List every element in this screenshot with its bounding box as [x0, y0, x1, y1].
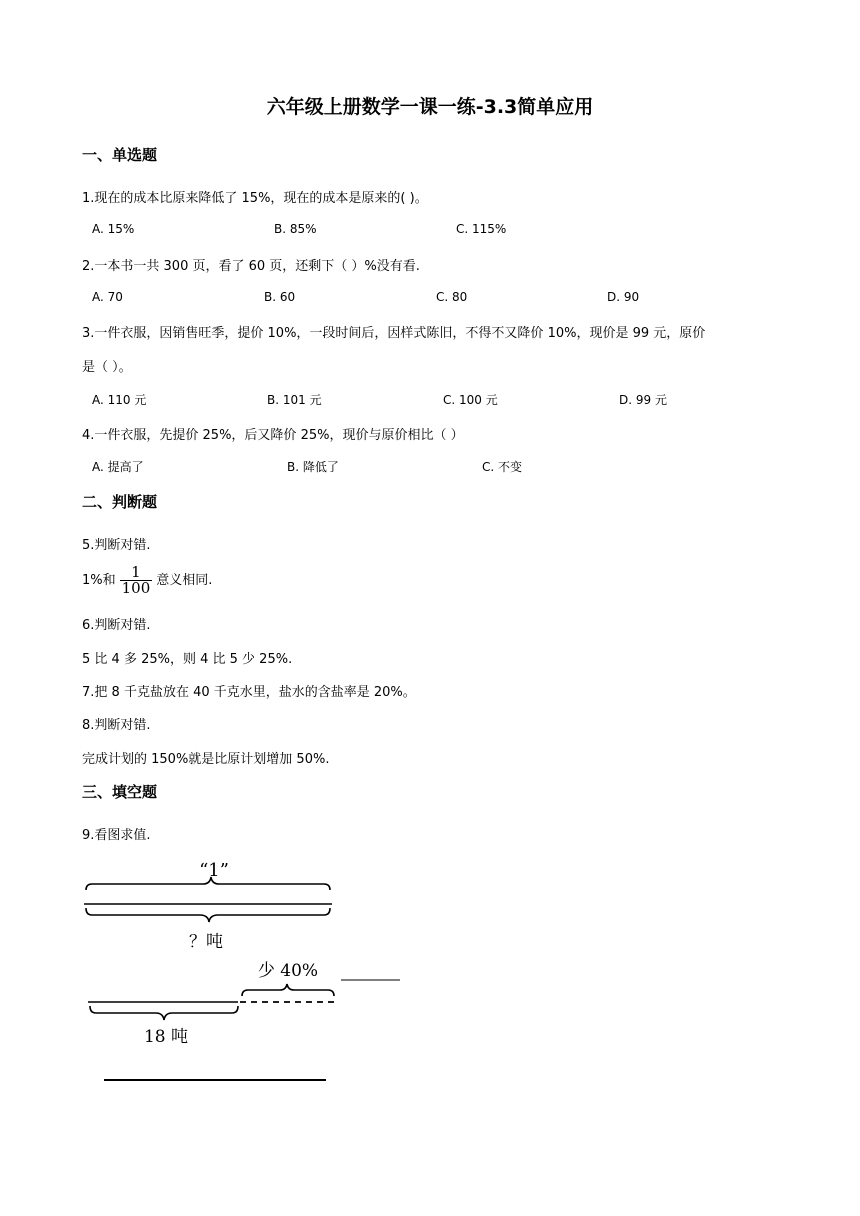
question-1-option-c[interactable]: C. 115% — [456, 222, 507, 236]
question-3-option-d[interactable]: D. 99 元 — [619, 393, 667, 407]
question-2-text: 2.一本书一共 300 页，看了 60 页，还剩下（ ）%没有看. — [82, 259, 420, 274]
question-3-option-c[interactable]: C. 100 元 — [443, 393, 498, 407]
question-3-text-line2: 是（ ）。 — [82, 360, 132, 375]
diagram-unit-label: “1” — [199, 860, 229, 881]
diagram-less-label: 少 40% — [257, 961, 319, 981]
question-6-statement: 5 比 4 多 25%，则 4 比 5 少 25%. — [82, 652, 293, 667]
question-7-statement: 7.把 8 千克盐放在 40 千克水里，盐水的含盐率是 20%。 — [82, 685, 416, 700]
question-1-option-a[interactable]: A. 15% — [92, 222, 135, 236]
question-3-text-line1: 3.一件衣服，因销售旺季，提价 10%，一段时间后，因样式陈旧，不得不又降价 10%，现价是 99 元，原价 — [82, 326, 706, 341]
diagram-known-label: 18 吨 — [143, 1027, 189, 1047]
question-4-text: 4.一件衣服，先提价 25%，后又降价 25%，现价与原价相比（ ） — [82, 428, 464, 443]
question-6-label: 6.判断对错. — [82, 618, 151, 633]
fraction-numerator: 1 — [131, 563, 141, 581]
question-5-suffix: 意义相同. — [156, 573, 213, 588]
question-9-text: 9.看图求值. — [82, 828, 151, 843]
section-heading-true-false: 二、判断题 — [82, 493, 158, 511]
question-8-statement: 完成计划的 150%就是比原计划增加 50%. — [82, 752, 330, 767]
question-4-option-b[interactable]: B. 降低了 — [287, 460, 339, 474]
question-4-option-a[interactable]: A. 提高了 — [92, 460, 144, 474]
question-1-text: 1.现在的成本比原来降低了 15%，现在的成本是原来的( )。 — [82, 191, 428, 206]
diagram-unknown-label: ？吨 — [189, 932, 223, 952]
question-2-option-c[interactable]: C. 80 — [436, 290, 468, 304]
question-3-option-a[interactable]: A. 110 元 — [92, 393, 147, 407]
question-2-option-b[interactable]: B. 60 — [264, 290, 296, 304]
diagram-bottom-brace — [86, 908, 330, 922]
diagram-decrease-brace — [242, 984, 334, 996]
question-3-option-b[interactable]: B. 101 元 — [267, 393, 322, 407]
question-5-prefix: 1%和 — [82, 573, 116, 588]
page-title: 六年级上册数学一课一练-3.3简单应用 — [266, 96, 594, 118]
question-5-label: 5.判断对错. — [82, 538, 151, 553]
question-2-option-a[interactable]: A. 70 — [92, 290, 123, 304]
question-1-option-b[interactable]: B. 85% — [274, 222, 317, 236]
question-4-option-c[interactable]: C. 不变 — [482, 460, 523, 474]
question-8-label: 8.判断对错. — [82, 718, 151, 733]
diagram-known-brace — [90, 1006, 238, 1020]
section-heading-single-choice: 一、单选题 — [82, 146, 158, 164]
question-2-option-d[interactable]: D. 90 — [607, 290, 640, 304]
section-heading-fill-blank: 三、填空题 — [82, 783, 158, 801]
fraction-denominator: 100 — [121, 579, 151, 597]
